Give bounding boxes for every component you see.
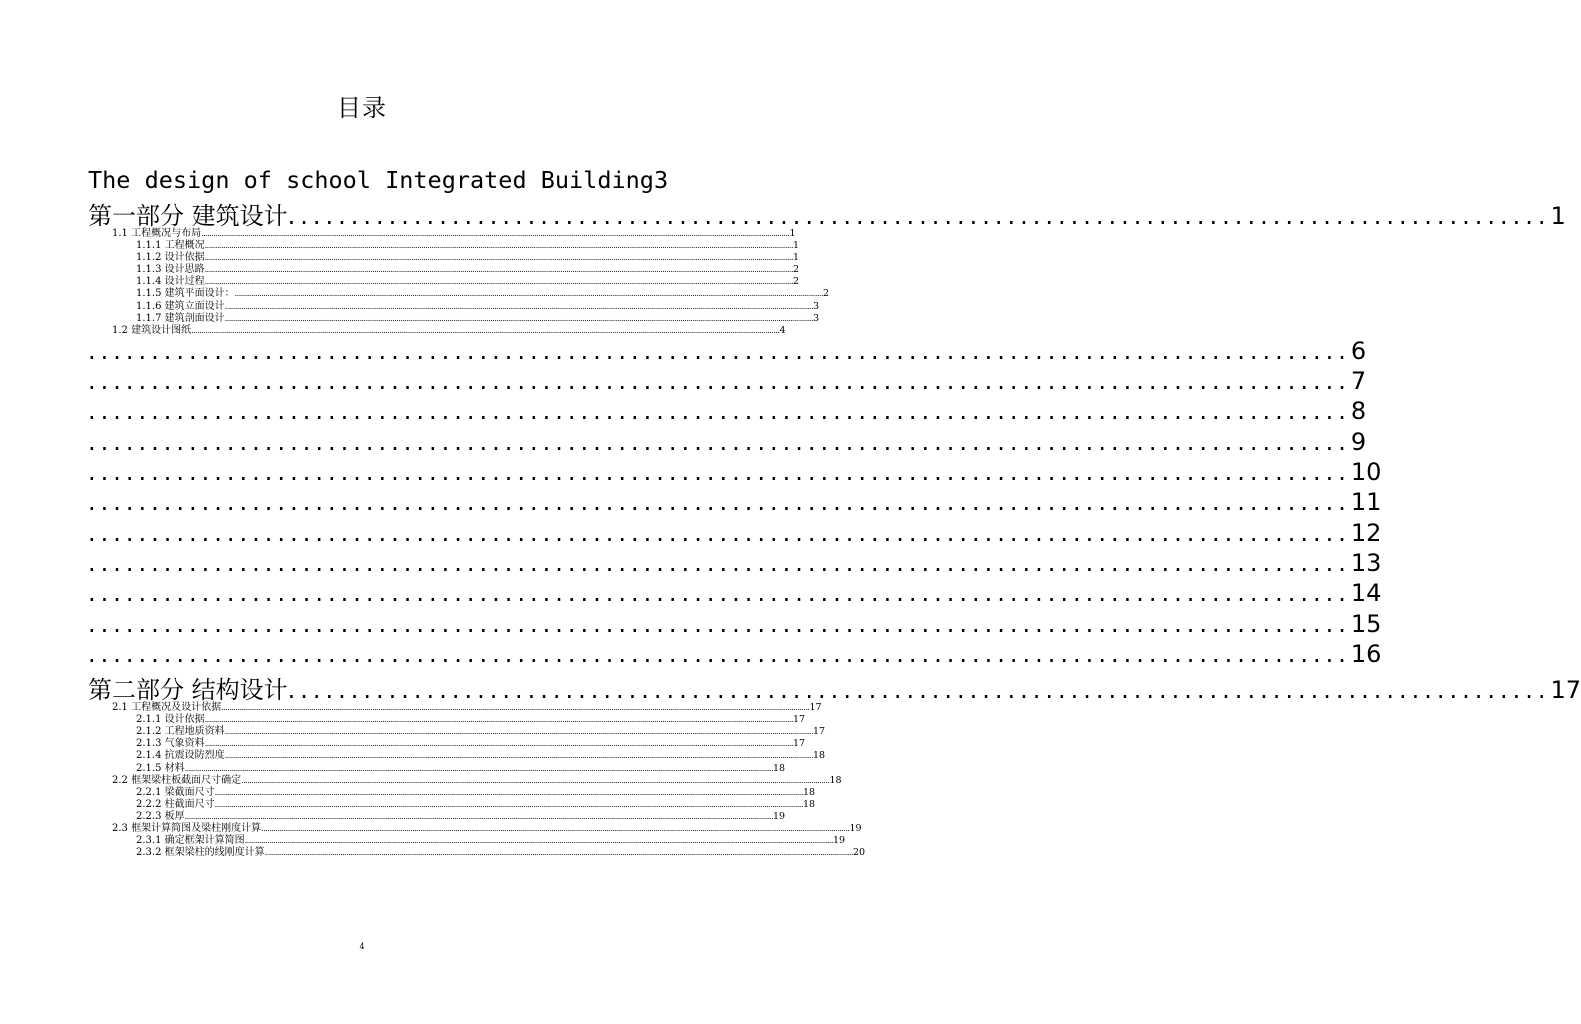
toc-dot-line[interactable] xyxy=(88,336,1367,367)
toc-leader xyxy=(185,811,773,823)
toc-english-title-page: 3 xyxy=(653,166,669,194)
toc-entry-label: 2.2 框架梁柱板截面尺寸确定 xyxy=(112,774,242,786)
toc-dot-line-page: 6 xyxy=(1350,336,1367,365)
toc-part1-entries xyxy=(88,228,830,337)
toc-dot-line-page: 14 xyxy=(1350,579,1382,608)
toc-dot-line[interactable] xyxy=(88,458,1382,488)
toc-entry-label: 1.1.7 建筑剖面设计 xyxy=(136,312,225,324)
toc-leader xyxy=(235,288,823,300)
toc-dot-line-page: 11 xyxy=(1350,488,1382,517)
toc-entry-label: 2.1.2 工程地质资料 xyxy=(136,726,225,738)
toc-entry[interactable] xyxy=(88,750,826,762)
toc-leader xyxy=(288,202,1551,230)
toc-entry-page: 1 xyxy=(793,240,800,252)
toc-entry-label: 1.1.3 设计思路 xyxy=(136,264,205,276)
toc-entry-label: 2.1.3 气象资料 xyxy=(136,738,205,750)
toc-entry[interactable] xyxy=(88,714,806,726)
toc-entry-page: 1 xyxy=(793,252,800,264)
toc-dot-line[interactable] xyxy=(88,427,1367,458)
toc-leader xyxy=(88,519,1351,547)
toc-dot-line-page: 8 xyxy=(1350,397,1367,426)
toc-entry[interactable] xyxy=(88,264,800,276)
toc-leader xyxy=(225,750,813,762)
toc-leader xyxy=(225,726,813,738)
toc-entry-label: 1.2 建筑设计图纸 xyxy=(112,324,192,336)
toc-leader xyxy=(205,276,793,288)
toc-entry-label: 2.1.1 设计依据 xyxy=(136,714,205,726)
toc-dot-lines xyxy=(88,336,1382,670)
toc-leader xyxy=(88,610,1351,638)
toc-leader xyxy=(88,579,1351,607)
toc-leader xyxy=(215,799,803,811)
toc-entry[interactable] xyxy=(88,738,806,750)
toc-entry-label: 1.1.6 建筑立面设计 xyxy=(136,300,225,312)
toc-entry-label: 2.2.3 板厚 xyxy=(136,810,185,822)
toc-entry-label: 2.2.2 柱截面尺寸 xyxy=(136,798,215,810)
toc-leader xyxy=(205,264,793,276)
toc-english-title-label: The design of school Integrated Building xyxy=(88,166,654,194)
toc-entry[interactable] xyxy=(88,240,800,252)
toc-leader xyxy=(265,847,853,859)
toc-entry-label: 2.3.2 框架梁柱的线刚度计算 xyxy=(136,847,265,859)
toc-entry-label: 2.2.1 梁截面尺寸 xyxy=(136,786,215,798)
toc-dot-line-page: 7 xyxy=(1350,367,1367,396)
toc-entry[interactable] xyxy=(88,786,816,799)
toc-dot-line[interactable] xyxy=(88,579,1382,609)
toc-entry-page: 3 xyxy=(813,300,820,312)
toc-entry[interactable] xyxy=(88,288,830,300)
toc-entry[interactable] xyxy=(88,312,820,325)
toc-dot-line-page: 13 xyxy=(1350,548,1382,577)
toc-dot-line-page: 15 xyxy=(1350,609,1382,638)
toc-entry-page: 18 xyxy=(813,750,826,762)
toc-entry-page: 20 xyxy=(853,847,866,859)
toc-entry-label: 1.1.5 建筑平面设计： xyxy=(136,288,235,300)
toc-dot-line-page: 9 xyxy=(1350,427,1367,456)
toc-dot-line[interactable] xyxy=(88,639,1382,670)
toc-leader xyxy=(88,367,1351,395)
toc-entry-page: 17 xyxy=(793,714,806,726)
toc-entry-page: 2 xyxy=(793,264,800,276)
toc-entry-page: 17 xyxy=(793,738,806,750)
toc-leader xyxy=(241,775,829,787)
toc-leader xyxy=(215,787,803,799)
toc-entry-label: 2.3.1 确定框架计算简图 xyxy=(136,835,245,847)
toc-entry-page: 18 xyxy=(773,762,786,774)
toc-entry-page: 2 xyxy=(823,288,830,300)
toc-leader xyxy=(88,397,1351,425)
toc-entry[interactable] xyxy=(88,228,796,240)
toc-entry-page: 18 xyxy=(803,798,816,810)
toc-dot-line[interactable] xyxy=(88,518,1382,549)
toc-entry[interactable] xyxy=(88,762,786,775)
toc-leader xyxy=(88,640,1351,668)
toc-entry[interactable] xyxy=(88,835,846,847)
toc-entry-label: 2.3 框架计算简图及梁柱刚度计算 xyxy=(112,823,262,835)
toc-entry-label: 1.1.4 设计过程 xyxy=(136,276,205,288)
toc-dot-line[interactable] xyxy=(88,609,1382,640)
toc-entry-page: 18 xyxy=(829,774,842,786)
toc-leader xyxy=(88,488,1351,516)
toc-entry[interactable] xyxy=(88,252,800,264)
toc-leader xyxy=(225,301,813,313)
toc-entry-page: 17 xyxy=(813,726,826,738)
toc-entry[interactable] xyxy=(88,702,822,714)
toc-entry-page: 18 xyxy=(803,786,816,798)
toc-entry-page: 4 xyxy=(779,324,786,336)
toc-entry[interactable] xyxy=(88,798,816,811)
toc-entry[interactable] xyxy=(88,823,862,835)
toc-entry-page: 19 xyxy=(773,810,786,822)
toc-dot-line-page: 12 xyxy=(1350,518,1382,547)
toc-leader xyxy=(205,714,793,726)
toc-part2-entries xyxy=(88,702,866,859)
toc-part2-label: 第二部分 结构设计 xyxy=(88,676,288,705)
toc-leader xyxy=(205,240,793,252)
toc-leader xyxy=(221,702,809,714)
toc-part1-label: 第一部分 建筑设计 xyxy=(88,202,288,230)
toc-leader xyxy=(88,458,1351,486)
toc-entry-label: 1.1.2 设计依据 xyxy=(136,252,205,264)
toc-leader xyxy=(205,738,793,750)
toc-entry[interactable] xyxy=(88,726,826,738)
toc-entry-page: 19 xyxy=(849,823,862,835)
toc-entry[interactable] xyxy=(88,276,800,288)
toc-leader xyxy=(288,676,1551,704)
toc-dot-line-page: 10 xyxy=(1350,458,1382,487)
toc-leader xyxy=(88,549,1351,577)
table-of-contents xyxy=(88,166,1581,859)
toc-leader xyxy=(201,228,789,240)
toc-entry-page: 19 xyxy=(833,835,846,847)
toc-leader xyxy=(191,325,779,337)
toc-leader xyxy=(88,428,1351,456)
toc-entry-label: 1.1.1 工程概况 xyxy=(136,240,205,252)
toc-part1-page: 1 xyxy=(1550,202,1566,230)
toc-entry[interactable] xyxy=(88,300,820,313)
toc-part1-heading[interactable] xyxy=(88,196,1566,230)
toc-entry[interactable] xyxy=(88,847,866,859)
toc-entry-label: 1.1 工程概况与布局 xyxy=(112,228,202,239)
toc-entry-label: 2.1 工程概况及设计依据 xyxy=(112,702,222,714)
page-title: 目录 xyxy=(337,94,387,122)
toc-leader xyxy=(245,835,833,847)
toc-leader xyxy=(88,337,1351,365)
toc-part2-page: 17 xyxy=(1550,676,1581,705)
toc-entry-label: 2.1.4 抗震设防烈度 xyxy=(136,750,225,762)
toc-leader xyxy=(205,252,793,264)
toc-dot-line[interactable] xyxy=(88,397,1367,427)
toc-leader xyxy=(185,763,773,775)
toc-leader xyxy=(261,823,849,835)
toc-entry-page: 1 xyxy=(789,228,796,239)
toc-entry[interactable] xyxy=(88,810,786,823)
toc-entry-page: 2 xyxy=(793,276,800,288)
toc-entry-label: 2.1.5 材料 xyxy=(136,762,185,774)
toc-entry-page: 3 xyxy=(813,312,820,324)
toc-entry-page: 17 xyxy=(809,702,822,714)
toc-english-title[interactable] xyxy=(88,166,669,196)
toc-leader xyxy=(225,313,813,325)
toc-dot-line[interactable] xyxy=(88,548,1382,579)
toc-part2-heading[interactable] xyxy=(88,670,1581,705)
toc-dot-line-page: 16 xyxy=(1350,639,1382,668)
toc-dot-line[interactable] xyxy=(88,488,1382,518)
toc-entry[interactable] xyxy=(88,774,842,787)
toc-entry[interactable] xyxy=(88,324,786,337)
page-number: 4 xyxy=(359,942,365,951)
toc-dot-line[interactable] xyxy=(88,367,1367,397)
